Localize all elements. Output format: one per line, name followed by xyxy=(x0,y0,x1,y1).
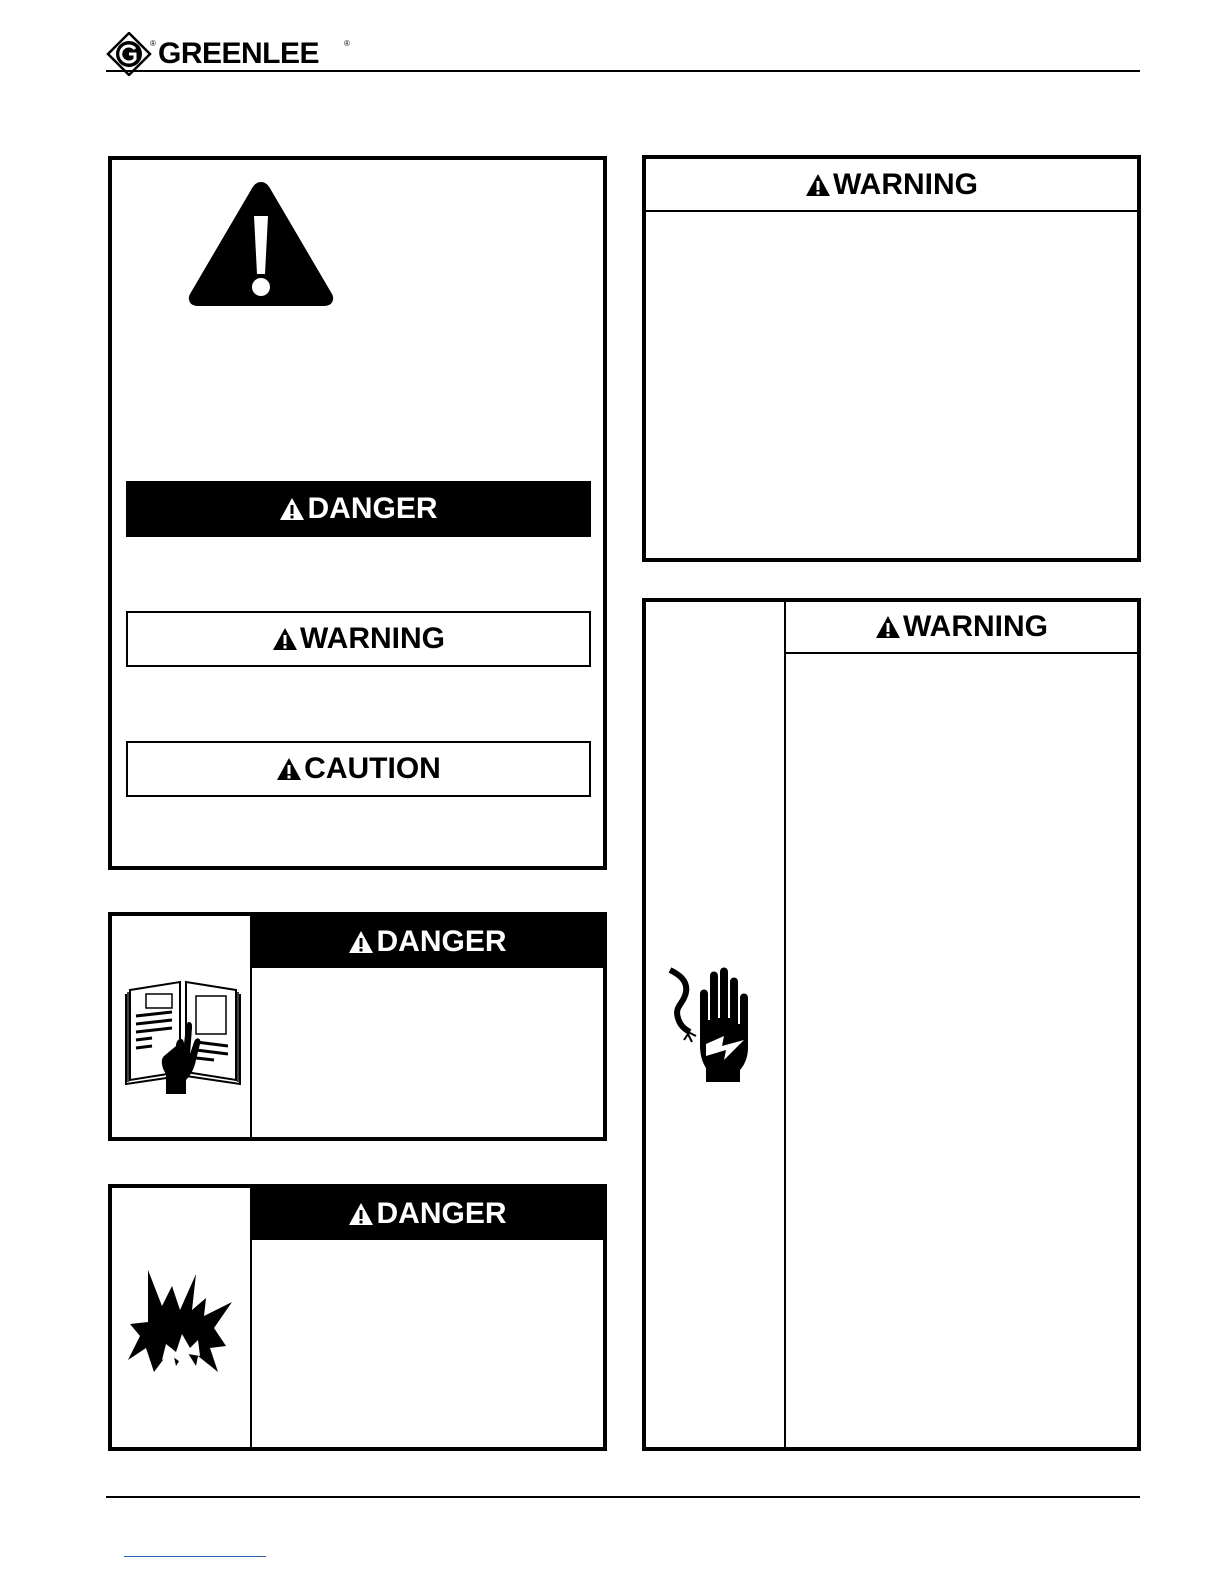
warning-triangle-icon xyxy=(279,497,305,521)
warning-triangle-icon xyxy=(348,1202,374,1226)
warning-label xyxy=(126,611,591,667)
electric-shock-hand-icon xyxy=(666,964,766,1088)
warning-box xyxy=(642,155,1141,562)
caution-label xyxy=(126,741,591,797)
safety-alert-box xyxy=(108,156,607,870)
danger-label xyxy=(252,916,603,968)
danger-label-text: DANGER xyxy=(307,492,438,525)
explosion-icon xyxy=(126,1264,238,1376)
warning-triangle-icon xyxy=(272,627,298,651)
brand-name: GREENLEE xyxy=(158,37,320,70)
warning-label xyxy=(786,602,1137,654)
header-divider xyxy=(106,70,1140,72)
warning-label-text: WARNING xyxy=(300,622,445,655)
safety-alert-symbol-icon xyxy=(184,176,338,310)
caution-label-text: CAUTION xyxy=(304,752,441,785)
danger-label xyxy=(252,1188,603,1240)
warning-label-text: WARNING xyxy=(833,167,978,201)
danger-label-text: DANGER xyxy=(376,1197,507,1230)
read-manual-danger-box xyxy=(108,912,607,1141)
warning-triangle-icon xyxy=(276,757,302,781)
registered-mark: ® xyxy=(150,39,156,48)
warning-label-text: WARNING xyxy=(903,610,1048,643)
footer-divider xyxy=(106,1496,1140,1498)
warning-triangle-icon xyxy=(805,173,831,197)
warning-triangle-icon xyxy=(348,930,374,954)
warning-label xyxy=(646,159,1137,212)
danger-label xyxy=(126,481,591,537)
footer-link-underline[interactable] xyxy=(124,1556,266,1557)
explosion-danger-box xyxy=(108,1184,607,1451)
danger-label-text: DANGER xyxy=(376,925,507,958)
electric-shock-warning-box xyxy=(642,598,1141,1451)
box-divider xyxy=(784,602,786,1447)
read-manual-icon xyxy=(122,976,246,1096)
registered-mark-2: ® xyxy=(344,39,350,48)
warning-triangle-icon xyxy=(875,615,901,639)
